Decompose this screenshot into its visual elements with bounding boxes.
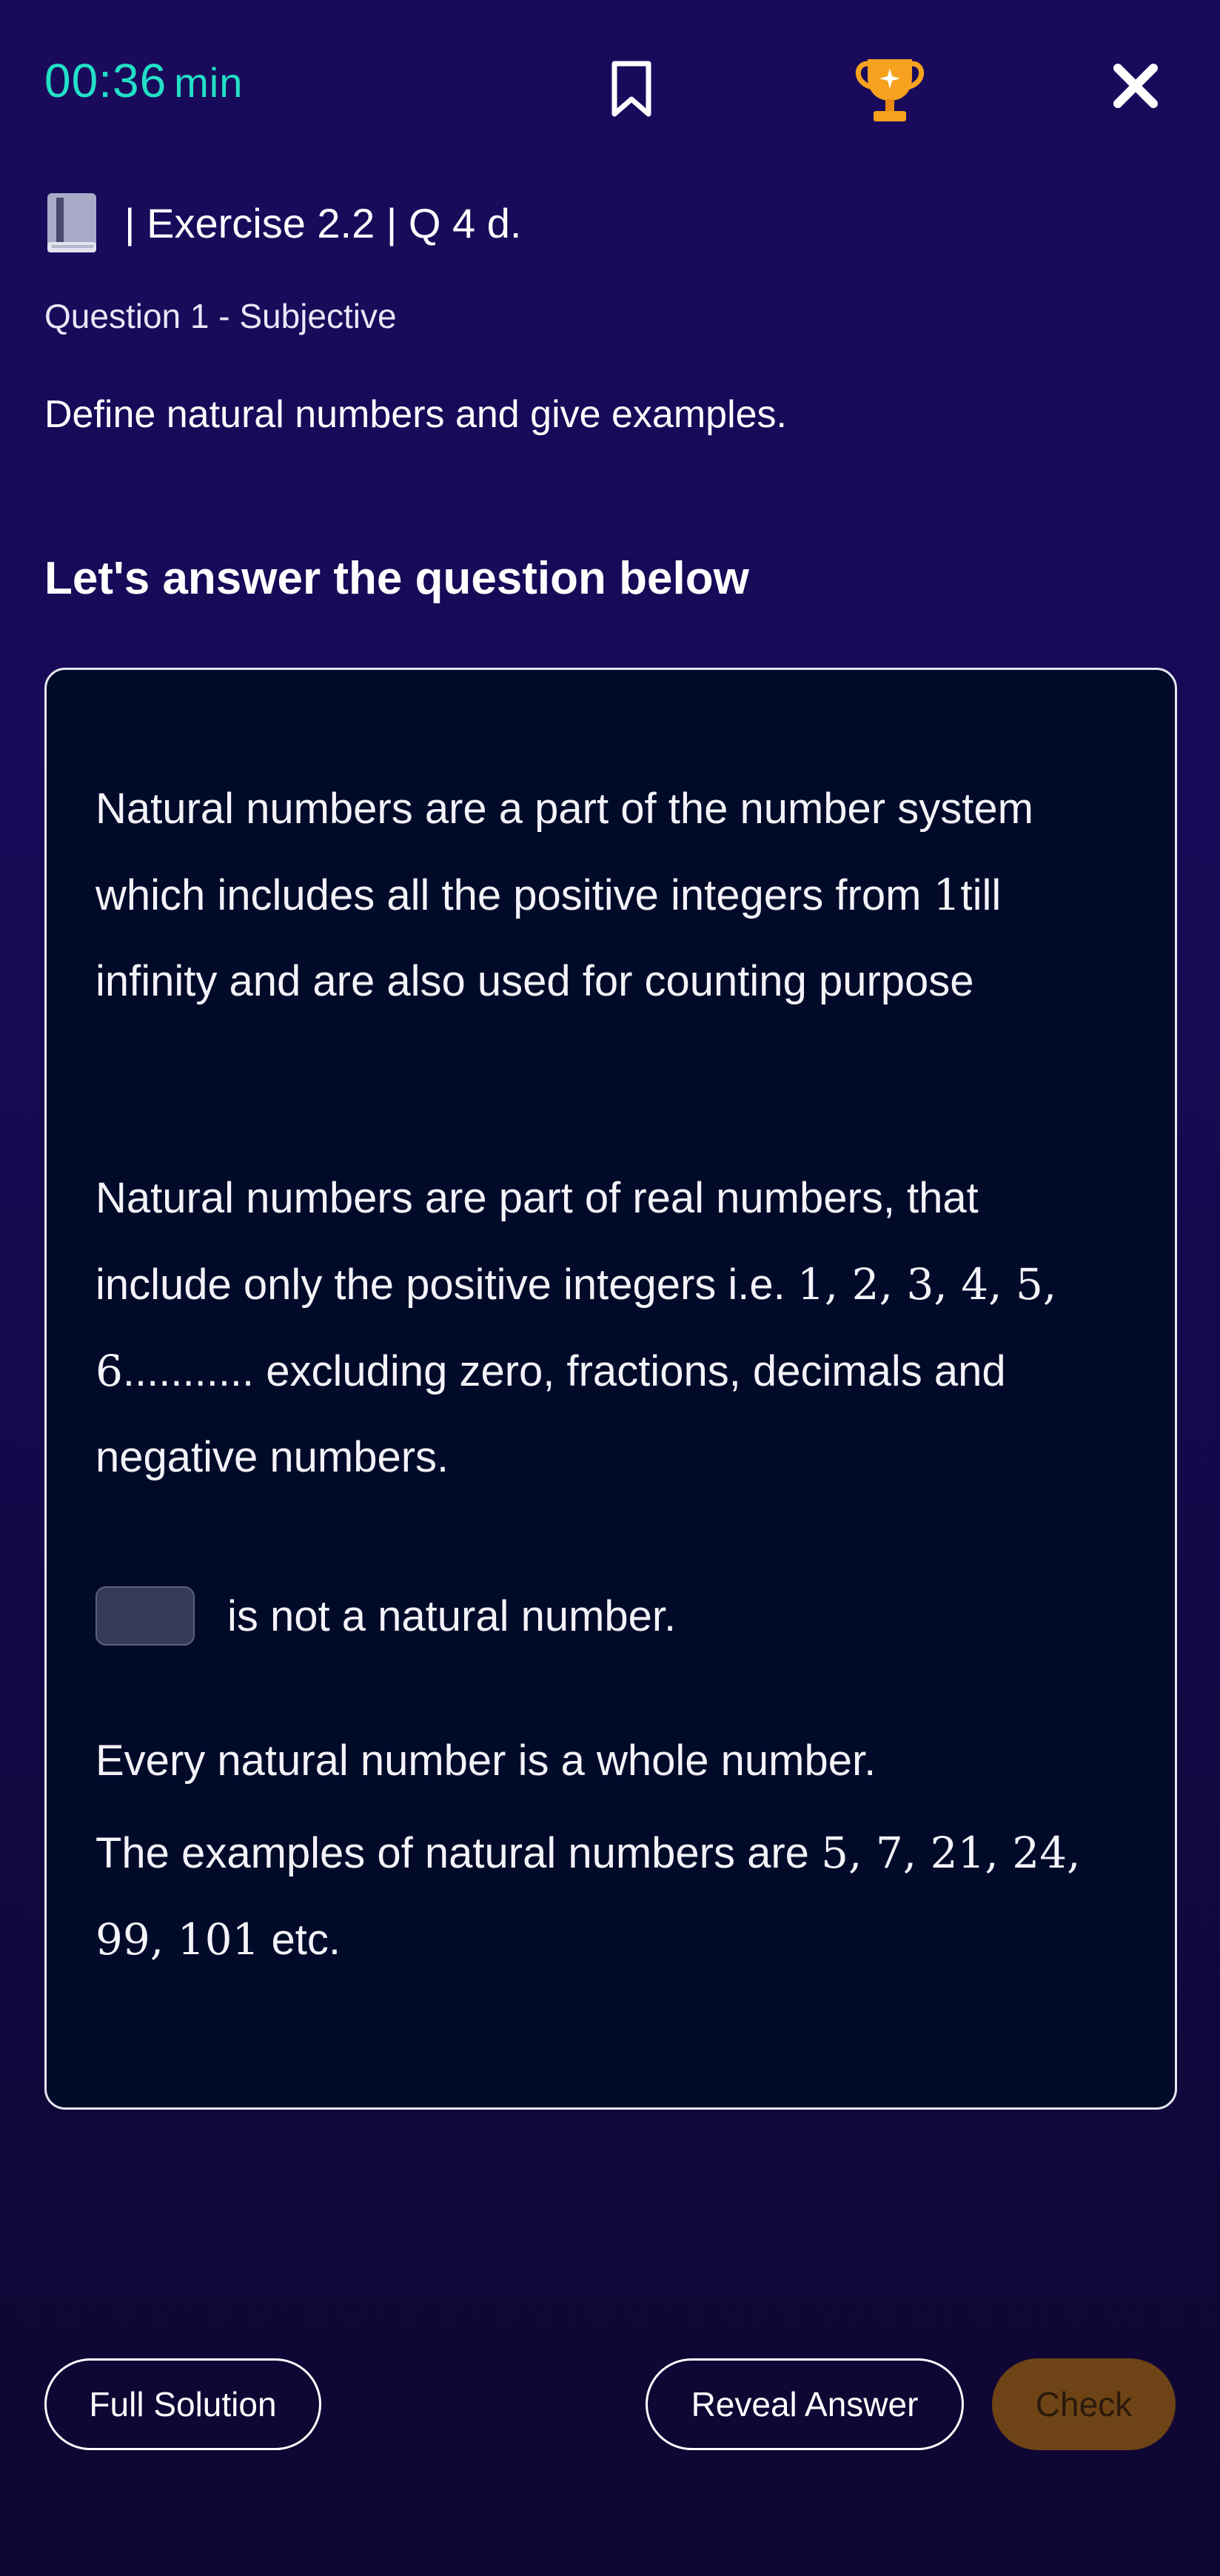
check-button[interactable]: Check (992, 2358, 1176, 2450)
answer-paragraph-4 (95, 1810, 1125, 1983)
question-text: Define natural numbers and give examples. (44, 393, 788, 436)
reveal-answer-button[interactable]: Reveal Answer (646, 2358, 964, 2450)
answer-text: till infinity and are also used for counting purpose (95, 871, 1002, 1005)
question-label: Question 1 - Subjective (44, 297, 397, 335)
close-icon[interactable] (1112, 62, 1159, 110)
trophy-icon[interactable] (851, 53, 928, 127)
full-solution-button[interactable]: Full Solution (44, 2358, 321, 2450)
timer-unit: min (174, 59, 244, 106)
answer-card (44, 668, 1177, 2110)
answer-text: etc. (259, 1916, 341, 1964)
book-icon (44, 190, 99, 255)
answer-paragraph-3: Every natural number is a whole number. (95, 1737, 877, 1785)
top-bar (0, 0, 1220, 178)
exercise-header (44, 189, 521, 256)
math-value: 1, 2, 3, 4, 5, 6 (95, 1259, 1057, 1396)
answer-text: The examples of natural numbers are (95, 1829, 822, 1877)
math-value: 5, 7, 21, 24, 99, 101 (95, 1828, 1081, 1965)
blank-suffix: is not a natural number. (227, 1591, 677, 1640)
answer-text: Natural numbers are a part of the number system which includes all the positive integers from (95, 785, 1033, 919)
timer (44, 53, 243, 108)
blank-input[interactable] (95, 1586, 195, 1646)
answer-text: Natural numbers are part of real numbers, that include only the positive integers i.e. (95, 1174, 979, 1309)
bookmark-icon[interactable] (606, 59, 657, 118)
answer-paragraph-2 (95, 1155, 1125, 1500)
answer-paragraph-1 (95, 766, 1125, 1024)
exercise-label: | Exercise 2.2 | Q 4 d. (124, 199, 522, 246)
timer-value: 00:36 (44, 54, 167, 107)
fill-blank-row (95, 1586, 676, 1646)
answer-text: ........... excluding zero, fractions, decimals and negative numbers. (95, 1347, 1006, 1481)
math-value: 1 (933, 870, 961, 920)
section-title: Let's answer the question below (44, 553, 749, 604)
